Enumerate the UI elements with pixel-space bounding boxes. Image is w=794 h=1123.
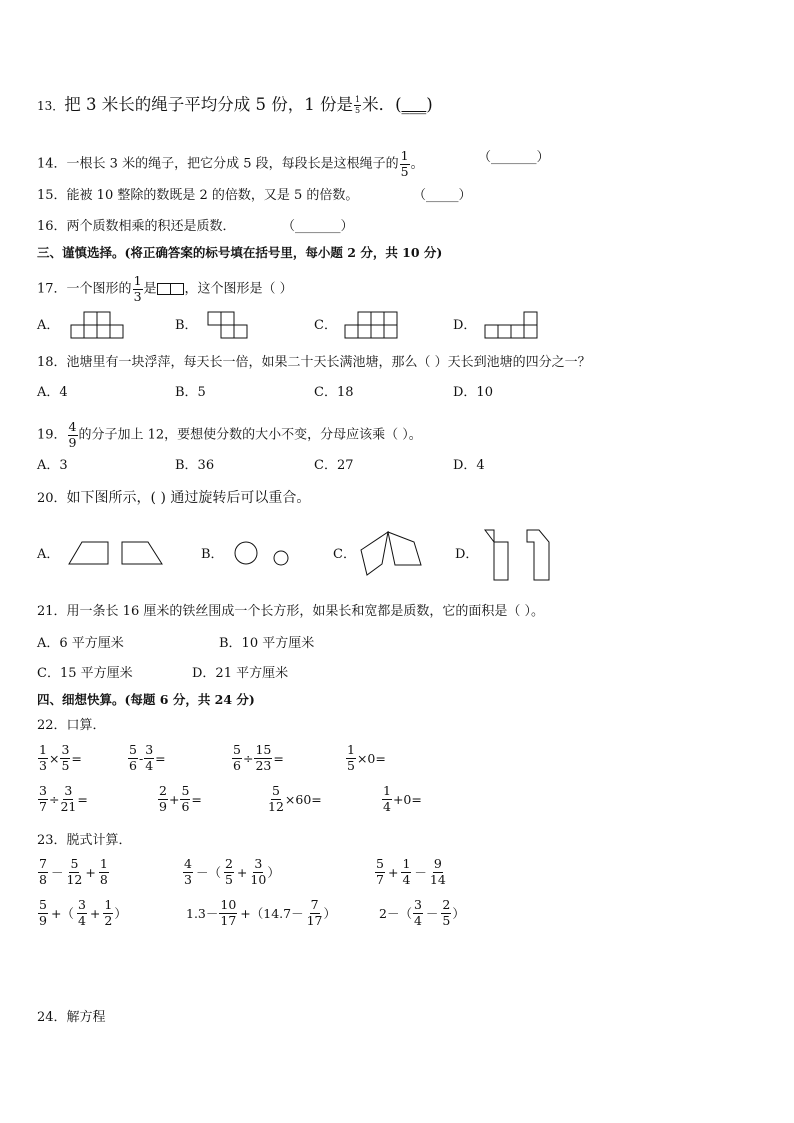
question-title: 口算．: [66, 718, 106, 733]
option-c[interactable]: C．27: [314, 458, 354, 473]
oral-calc-5: $\frac{3}{7}$ ÷ $\frac{3}{21}$ =: [39, 783, 88, 814]
answer-blank[interactable]: （_______）: [282, 219, 354, 234]
question-20: [37, 490, 310, 507]
question-24: [37, 1010, 106, 1026]
question-text: 如下图所示，( ) 通过旋转后可以重合。: [66, 490, 311, 506]
option-d[interactable]: D．21 平方厘米: [192, 666, 289, 681]
question-number: 21．: [37, 604, 67, 619]
option-b[interactable]: B．: [201, 547, 224, 562]
question-number: 16．: [37, 219, 67, 234]
option-b[interactable]: B．: [175, 318, 198, 333]
option-b[interactable]: B．5: [175, 385, 206, 400]
question-21: [37, 604, 544, 620]
fraction: $\frac{1}{5}$: [355, 95, 361, 115]
question-title: 脱式计算．: [66, 833, 132, 848]
question-text: 池塘里有一块浮萍，每天长一倍，如果二十天长满池塘，那么（ ）天长到池塘的四分之一？: [66, 355, 591, 370]
option-b[interactable]: B．36: [175, 458, 215, 473]
question-text: 能被 10 整除的数既是 2 的倍数，又是 5 的倍数。: [66, 188, 359, 203]
option-c[interactable]: C．: [314, 318, 337, 333]
option-d[interactable]: D．: [453, 318, 477, 333]
fraction: $\frac{4}{9}$: [68, 419, 77, 450]
question-number: 23．: [37, 833, 67, 848]
option-c[interactable]: C．15 平方厘米: [37, 666, 133, 681]
option-c[interactable]: C．: [333, 547, 356, 562]
option-a[interactable]: A．: [37, 318, 60, 333]
question-number: 13．: [37, 99, 65, 113]
question-text: 用一条长 16 厘米的铁丝围成一个长方形，如果长和宽都是质数，它的面积是（ ）。: [66, 604, 544, 619]
step-calc-4: 5 9 +（ 3 4 + $\frac{1}{2}$ ）: [39, 897, 127, 928]
step-calc-1: 7 8 － 5 12 + $\frac{1}{8}$: [39, 856, 108, 887]
option-a-figure: [68, 540, 164, 566]
question-15: [37, 188, 358, 204]
question-number: 19．: [37, 427, 67, 443]
question-text: 米．(: [362, 95, 402, 114]
question-17: [37, 275, 293, 303]
option-d[interactable]: D．10: [453, 385, 493, 400]
paren-close: ): [426, 95, 433, 114]
fraction: $\frac{1}{3}$: [133, 273, 142, 304]
question-title: 解方程: [66, 1010, 106, 1025]
option-b[interactable]: B．10 平方厘米: [219, 636, 315, 651]
option-d[interactable]: D．: [455, 547, 479, 562]
question-16: [37, 219, 236, 235]
question-number: 14．: [37, 156, 67, 172]
question-22: [37, 718, 106, 734]
option-b-figure: [232, 540, 292, 568]
question-18: [37, 355, 591, 371]
oral-calc-4: $\frac{1}{5}$ ×0=: [347, 742, 386, 773]
section-heading-4: 四、细想快算。(每题 6 分，共 24 分): [37, 692, 255, 707]
question-23: [37, 833, 132, 849]
question-number: 17．: [37, 281, 67, 297]
step-calc-5: 1.3－ 10 17 +（14.7－ 7 17 ）: [186, 897, 337, 928]
question-text: 的分子加上 12，要想使分数的大小不变，分母应该乘（ ）。: [78, 427, 422, 443]
question-text: 。: [410, 156, 424, 172]
question-number: 22．: [37, 718, 67, 733]
fraction: $\frac{1}{5}$: [400, 148, 409, 179]
question-text: 把 3 米长的绳子平均分成 5 份，1 份是: [64, 95, 353, 114]
question-13: [37, 96, 433, 115]
step-calc-3: 5 7 + $\frac{1}{4}$ － 9 14: [376, 856, 446, 887]
option-d-figure: [484, 311, 542, 339]
question-number: 15．: [37, 188, 67, 203]
oral-calc-2: 5 6 - $\frac{3}{4}$ =: [129, 742, 166, 773]
oral-calc-8: 1 4 +0=: [383, 783, 422, 814]
oral-calc-3: $\frac{5}{6}$ ÷ $\frac{15}{23}$ =: [233, 742, 284, 773]
step-calc-2: 4 3 －（ 2 5 + $\frac{3}{10}$ ）: [184, 856, 280, 887]
option-d[interactable]: D．4: [453, 458, 485, 473]
option-c-figure: [358, 528, 424, 578]
question-number: 24．: [37, 1010, 67, 1025]
oral-calc-6: 2 9 + $\frac{5}{6}$ =: [159, 783, 202, 814]
option-d-figure: [484, 528, 552, 582]
option-a[interactable]: A．4: [37, 385, 68, 400]
question-number: 20．: [37, 491, 67, 506]
question-text: 一根长 3 米的绳子，把它分成 5 段，每段长是这根绳子的: [66, 156, 399, 172]
option-a[interactable]: A．3: [37, 458, 68, 473]
answer-blank[interactable]: ___: [401, 95, 427, 114]
step-calc-6: 2－（ 3 4 － 2 5 ）: [379, 897, 465, 928]
question-19: [37, 421, 422, 449]
answer-blank[interactable]: （_____）: [413, 188, 472, 203]
option-c-figure: [344, 311, 402, 339]
section-heading-3: 三、谨慎选择。(将正确答案的标号填在括号里，每小题 2 分，共 10 分): [37, 245, 443, 260]
question-14: [37, 150, 424, 178]
question-number: 18．: [37, 355, 67, 370]
two-square-figure: [157, 283, 185, 295]
option-c[interactable]: C．18: [314, 385, 354, 400]
question-text: 一个图形的: [66, 281, 132, 297]
option-b-figure: [207, 311, 251, 339]
question-text: 两个质数相乘的积还是质数．: [66, 219, 236, 234]
option-a[interactable]: A．: [37, 547, 60, 562]
oral-calc-7: $\frac{5}{12}$ ×60=: [268, 783, 322, 814]
oral-calc-1: $\frac{1}{3}$ × $\frac{3}{5}$ =: [39, 742, 82, 773]
question-text: ，这个图形是（ ）: [184, 281, 293, 297]
option-a-figure: [70, 311, 126, 339]
option-a[interactable]: A．6 平方厘米: [37, 636, 124, 651]
answer-blank[interactable]: （_______）: [478, 150, 550, 165]
question-text: 是: [143, 281, 157, 297]
